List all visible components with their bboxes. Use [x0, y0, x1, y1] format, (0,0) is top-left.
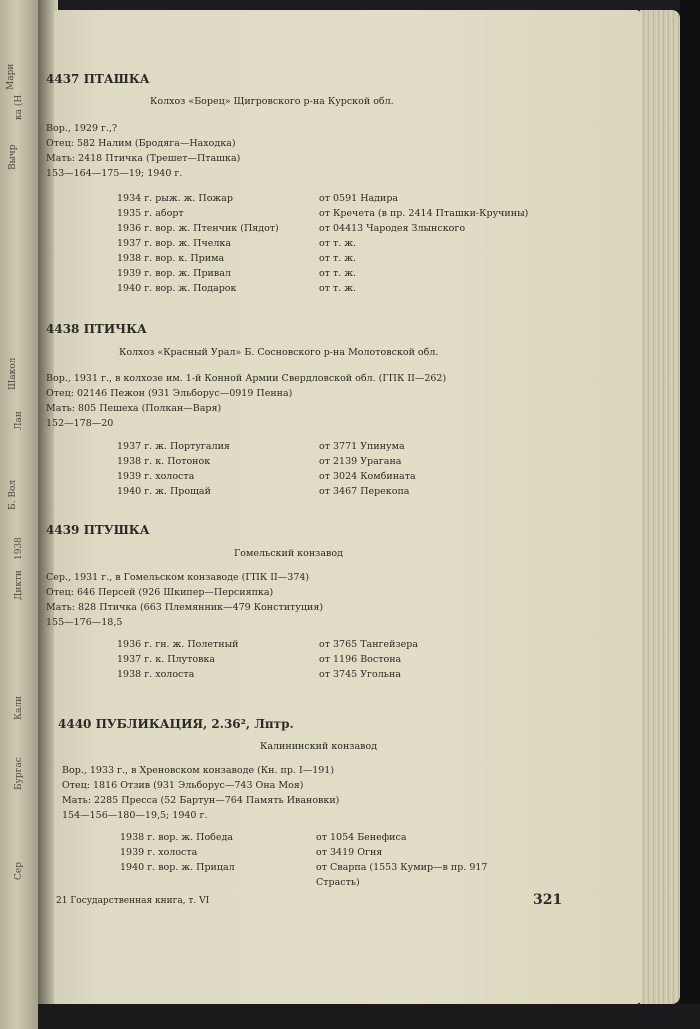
- entry-origin: Колхоз «Борец» Щигровского р-на Курской обл.: [150, 96, 394, 107]
- offspring-right: от 2139 Урагана: [319, 456, 402, 467]
- margin-fragment: Мари: [6, 63, 16, 90]
- offspring-left: 1934 г. рыж. ж. Пожар: [117, 193, 233, 204]
- offspring-left: 1938 г. к. Потонок: [117, 456, 211, 467]
- margin-fragment: Сер: [14, 862, 24, 880]
- margin-fragment: Дикти: [14, 570, 24, 600]
- offspring-left: 1940 г. ж. Прощай: [117, 486, 211, 497]
- entry-line: 154—156—180—19,5; 1940 г.: [62, 810, 208, 821]
- offspring-left: 1938 г. вор. к. Прима: [117, 253, 225, 264]
- entry-line: 155—176—18,5: [46, 617, 123, 628]
- facing-page-edge: [0, 0, 38, 1029]
- offspring-left: 1937 г. к. Плутовка: [117, 654, 216, 665]
- entry-header: 4440 ПУБЛИКАЦИЯ, 2.36², Лптр.: [58, 717, 294, 731]
- offspring-right: от Сварпа (1553 Кумир—в пр. 917: [316, 862, 488, 873]
- offspring-right: от 04413 Чародея Злынского: [319, 223, 466, 234]
- background-right: [680, 0, 700, 1029]
- entry-origin: Колхоз «Красный Урал» Б. Сосновского р-на Молотовской обл.: [119, 347, 439, 358]
- offspring-left: 1939 г. холоста: [120, 847, 198, 858]
- offspring-right: от т. ж.: [319, 268, 357, 279]
- entry-line: Отец: 02146 Пежон (931 Эльборус—0919 Пенна): [46, 388, 293, 399]
- offspring-right: от 3419 Огня: [316, 847, 383, 858]
- offspring-right: от 3771 Упинума: [319, 441, 405, 452]
- page-edges: [640, 10, 680, 1004]
- offspring-right: Страсть): [316, 877, 360, 888]
- offspring-left: 1936 г. вор. ж. Птенчик (Пядот): [117, 223, 279, 234]
- entry-line: Отец: 646 Персей (926 Шкипер—Персияпка): [46, 587, 274, 598]
- offspring-left: 1939 г. холоста: [117, 471, 195, 482]
- margin-fragment: Бургас: [14, 757, 24, 790]
- entry-line: Отец: 582 Налим (Бродяга—Находка): [46, 138, 236, 149]
- entry-header: 4437 ПТАШКА: [46, 72, 150, 86]
- offspring-right: от 1196 Востона: [319, 654, 402, 665]
- margin-fragment: Б. Вол: [8, 479, 18, 510]
- entry-header: 4438 ПТИЧКА: [46, 322, 147, 336]
- offspring-left: 1937 г. ж. Португалия: [117, 441, 230, 452]
- book-page: [46, 10, 642, 1004]
- page-number: 321: [533, 892, 563, 908]
- entry-line: 153—164—175—19; 1940 г.: [46, 168, 183, 179]
- offspring-right: от 3467 Перекопа: [319, 486, 410, 497]
- offspring-right: от 0591 Надира: [319, 193, 399, 204]
- offspring-right: от 3024 Комбината: [319, 471, 416, 482]
- entry-line: Вор., 1933 г., в Хреновском конзаводе (Кн. пр. I—191): [62, 765, 335, 776]
- entry-line: Сер., 1931 г., в Гомельском конзаводе (ГПК II—374): [46, 572, 310, 583]
- margin-fragment: 1938: [14, 537, 24, 560]
- entry-line: Вор., 1931 г., в колхозе им. 1-й Конной Армии Свердловской обл. (ГПК II—262): [46, 373, 447, 384]
- offspring-left: 1937 г. вор. ж. Пчелка: [117, 238, 232, 249]
- entry-line: Мать: 805 Пешеха (Полкан—Варя): [46, 403, 222, 414]
- offspring-right: от т. ж.: [319, 253, 357, 264]
- entry-line: Мать: 828 Птичка (663 Племянник—479 Конституция): [46, 602, 324, 613]
- offspring-right: от 3765 Тангейзера: [319, 639, 419, 650]
- entry-line: 152—178—20: [46, 418, 114, 429]
- margin-fragment: Кали: [14, 695, 24, 720]
- offspring-left: 1938 г. холоста: [117, 669, 195, 680]
- offspring-right: от т. ж.: [319, 238, 357, 249]
- margin-fragment: Шакол: [8, 357, 18, 390]
- margin-fragment: Лан: [14, 411, 24, 430]
- offspring-left: 1940 г. вор. ж. Прицал: [120, 862, 235, 873]
- entry-line: Мать: 2285 Пресса (52 Бартун—764 Память Ивановки): [62, 795, 340, 806]
- background-bottom: [38, 1004, 700, 1029]
- margin-fragment: Вычр: [8, 144, 18, 170]
- offspring-right: от т. ж.: [319, 283, 357, 294]
- margin-fragment: ка (Н: [14, 94, 24, 120]
- printers-signature: 21 Государственная книга, т. VI: [56, 896, 210, 906]
- offspring-right: от 3745 Угольна: [319, 669, 401, 680]
- offspring-left: 1940 г. вор. ж. Подарок: [117, 283, 237, 294]
- entry-origin: Гомельский конзавод: [234, 548, 343, 559]
- entry-line: Отец: 1816 Отзив (931 Эльборус—743 Она Моя): [62, 780, 304, 791]
- offspring-left: 1936 г. гн. ж. Полетный: [117, 639, 239, 650]
- entry-header: 4439 ПТУШКА: [46, 523, 150, 537]
- offspring-left: 1938 г. вор. ж. Победа: [120, 832, 234, 843]
- offspring-right: от Кречета (в пр. 2414 Пташки-Кручины): [319, 208, 529, 219]
- entry-line: Мать: 2418 Птичка (Трешет—Пташка): [46, 153, 241, 164]
- entry-line: Вор., 1929 г.,?: [46, 123, 118, 134]
- offspring-left: 1935 г. аборт: [117, 208, 184, 219]
- offspring-right: от 1054 Бенефиса: [316, 832, 407, 843]
- offspring-left: 1939 г. вор. ж. Привал: [117, 268, 231, 279]
- entry-origin: Калининский конзавод: [260, 741, 378, 752]
